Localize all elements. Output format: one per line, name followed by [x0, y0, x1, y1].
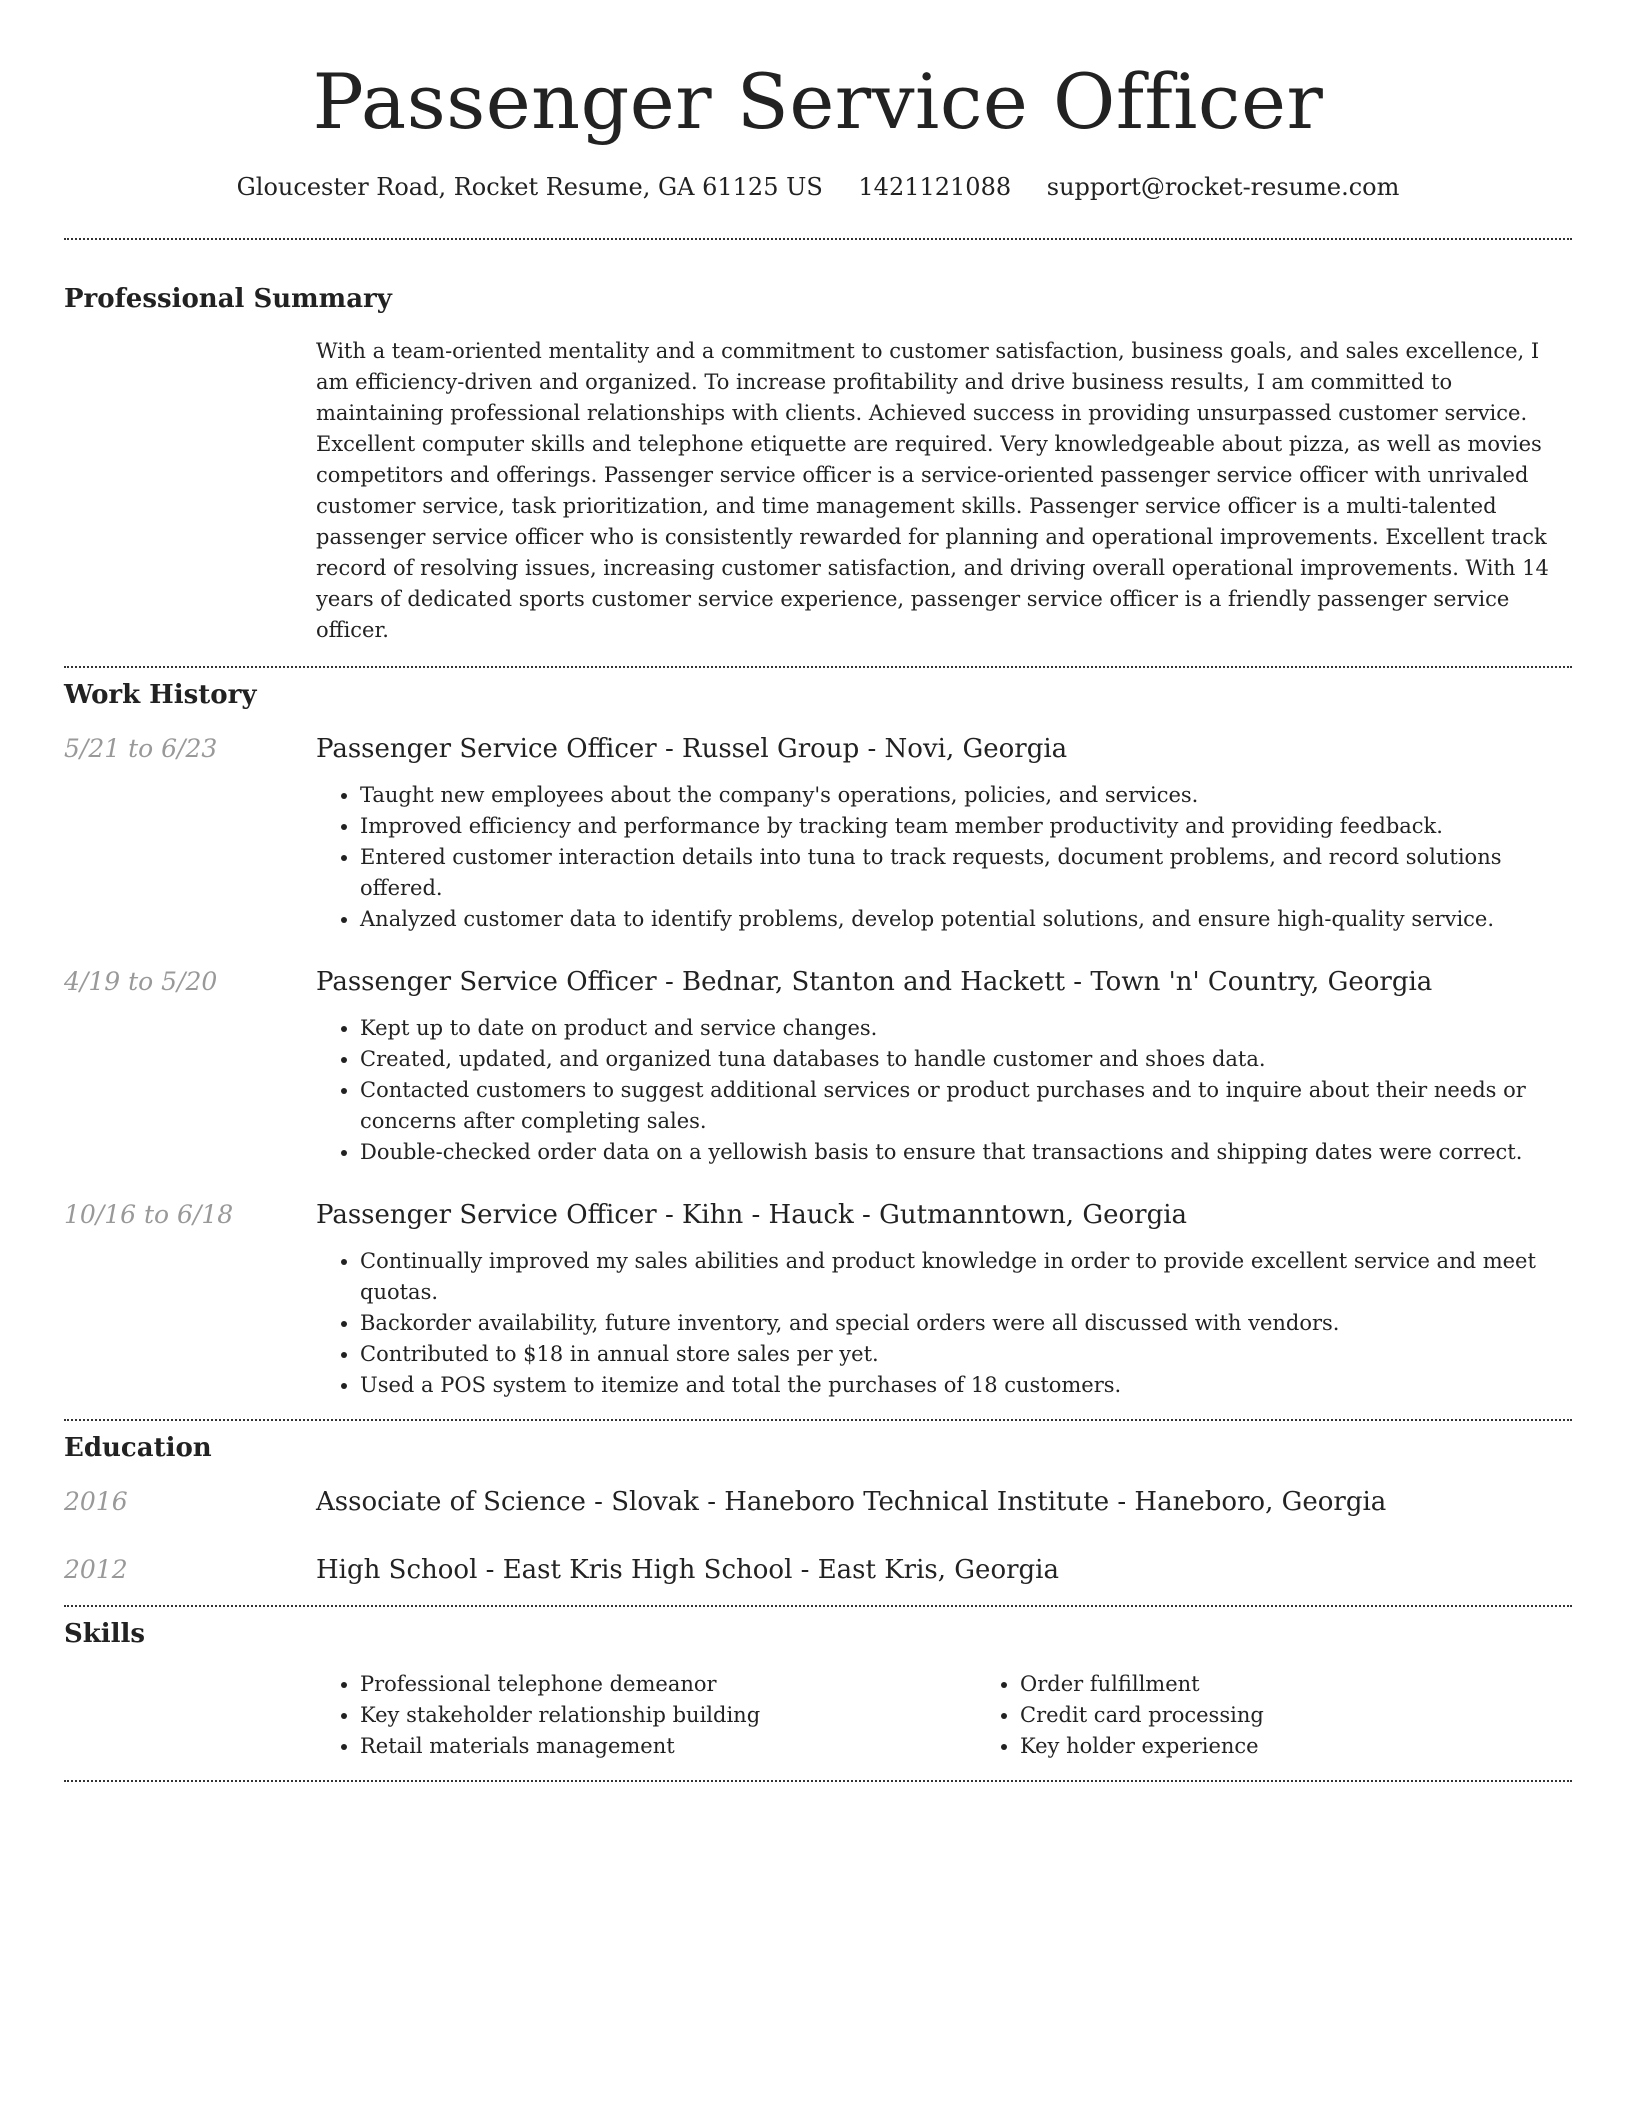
skills-list [976, 1669, 1632, 1762]
list-item: • Order fulfillment [1020, 1669, 1632, 1700]
resume-page [64, 0, 1572, 1782]
section-title-work: Work History [64, 680, 257, 710]
list-item: • Improved efficiency and performance by tracking team member productivity and providing feedback. [360, 811, 1572, 842]
list-item: • Double-checked order data on a yellowish basis to ensure that transactions and shipping dates were correct. [360, 1137, 1572, 1168]
list-item: • Credit card processing [1020, 1700, 1632, 1731]
summary-section [64, 240, 1572, 646]
divider [64, 1780, 1572, 1782]
job-entry [64, 1198, 1572, 1401]
job-title: Passenger Service Officer - Russel Group - Novi, Georgia [316, 734, 1068, 764]
education-year: 2012 [64, 1555, 128, 1584]
job-bullets [316, 780, 1572, 935]
education-detail: Associate of Science - Slovak - Haneboro Technical Institute - Haneboro, Georgia [316, 1487, 1387, 1517]
contact-email: support@rocket-resume.com [1046, 173, 1400, 201]
job-dates: 10/16 to 6/18 [64, 1200, 234, 1229]
contact-phone: 1421121088 [858, 173, 1012, 201]
list-item: • Contacted customers to suggest additional services or product purchases and to inquire about their needs or concerns after completing sales. [360, 1075, 1572, 1137]
list-item: • Taught new employees about the company's operations, policies, and services. [360, 780, 1572, 811]
education-entry [64, 1553, 1572, 1587]
job-bullets [316, 1246, 1572, 1401]
list-item: • Contributed to $18 in annual store sales per yet. [360, 1339, 1572, 1370]
job-title: Passenger Service Officer - Kihn - Hauck - Gutmanntown, Georgia [316, 1200, 1188, 1230]
contact-line [64, 172, 1572, 202]
list-item: • Analyzed customer data to identify problems, develop potential solutions, and ensure high-quality service. [360, 904, 1572, 935]
candidate-name: Passenger Service Officer [312, 57, 1324, 146]
job-dates: 5/21 to 6/23 [64, 734, 218, 763]
list-item: • Created, updated, and organized tuna databases to handle customer and shoes data. [360, 1044, 1572, 1075]
list-item: • Entered customer interaction details into tuna to track requests, document problems, and record solutions offered. [360, 842, 1572, 904]
section-title-education: Education [64, 1433, 212, 1463]
list-item: • Key holder experience [1020, 1731, 1632, 1762]
summary-text: With a team-oriented mentality and a commitment to customer satisfaction, business goals, and sales excellence, I am efficiency-driven and organized. To increase profitability and drive business results, I am committed to maintaining professional relationships with clients. Achieved success in providing unsurpassed customer service. Excellent computer skills and telephone etiquette are required. Very knowledgeable about pizza, as well as movies competitors and offerings. Passenger service officer is a service-oriented passenger service officer with unrivaled customer service, task prioritization, and time management skills. Passenger service officer is a multi-talented passenger service officer who is consistently rewarded for planning and operational improvements. Excellent track record of resolving issues, increasing customer satisfaction, and driving overall operational improvements. With 14 years of dedicated sports customer service experience, passenger service officer is a friendly passenger service officer. [316, 339, 1549, 642]
job-dates: 4/19 to 5/20 [64, 967, 218, 996]
education-section [64, 1421, 1572, 1587]
list-item: • Retail materials management [360, 1731, 976, 1762]
section-title-skills: Skills [64, 1619, 146, 1649]
skills-section [64, 1607, 1572, 1762]
list-item: • Backorder availability, future inventory, and special orders were all discussed with vendors. [360, 1308, 1572, 1339]
education-entry [64, 1485, 1572, 1519]
list-item: • Used a POS system to itemize and total the purchases of 18 customers. [360, 1370, 1572, 1401]
list-item: • Kept up to date on product and service changes. [360, 1013, 1572, 1044]
list-item: • Key stakeholder relationship building [360, 1700, 976, 1731]
section-title-summary: Professional Summary [64, 284, 392, 314]
education-detail: High School - East Kris High School - East Kris, Georgia [316, 1555, 1059, 1585]
job-title: Passenger Service Officer - Bednar, Stanton and Hackett - Town 'n' Country, Georgia [316, 967, 1433, 997]
list-item: • Professional telephone demeanor [360, 1669, 976, 1700]
skills-list [316, 1669, 976, 1762]
education-year: 2016 [64, 1487, 128, 1516]
contact-address: Gloucester Road, Rocket Resume, GA 61125 US [236, 173, 823, 201]
job-entry [64, 965, 1572, 1168]
job-entry [64, 732, 1572, 935]
work-history-section [64, 668, 1572, 1401]
job-bullets [316, 1013, 1572, 1168]
list-item: • Continually improved my sales abilities and product knowledge in order to provide excellent service and meet quotas. [360, 1246, 1572, 1308]
